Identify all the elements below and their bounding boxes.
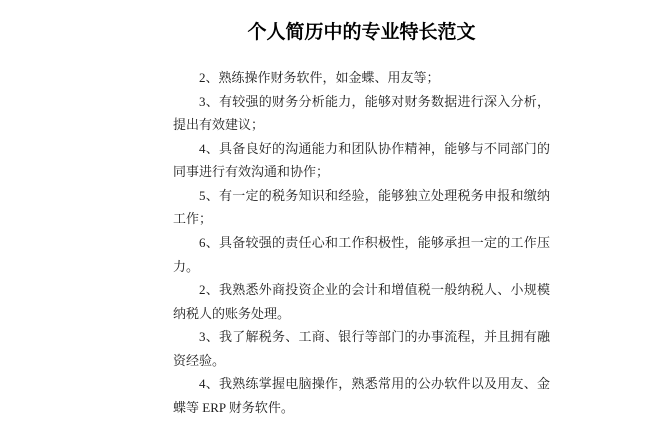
paragraph-line: 2、我熟悉外商投资企业的会计和增值税一般纳税人、小规模 <box>199 282 550 298</box>
paragraph-line: 5、有一定的税务知识和经验，能够独立处理税务申报和缴纳 <box>199 187 550 203</box>
paragraph-line: 力。 <box>173 258 200 274</box>
paragraph-line: 4、我熟练掌握电脑操作，熟悉常用的公办软件以及用友、金 <box>199 376 550 392</box>
paragraph-line: 工作； <box>173 211 213 227</box>
paragraph-line: 提出有效建议； <box>173 117 265 133</box>
paragraph-line: 同事进行有效沟通和协作； <box>173 164 330 180</box>
paragraph-line: 纳税人的账务处理。 <box>173 305 291 321</box>
paragraph-line: 蝶等 ERP 财务软件。 <box>173 399 294 415</box>
document-title: 个人简历中的专业特长范文 <box>247 22 476 43</box>
paragraph-line: 2、熟练操作财务软件，如金蝶、用友等； <box>199 70 440 85</box>
paragraph-line: 资经验。 <box>173 352 226 368</box>
paragraph-line: 3、我了解税务、工商、银行等部门的办事流程，并且拥有融 <box>199 329 550 345</box>
document-body <box>173 66 550 419</box>
paragraph-line: 4、具备良好的沟通能力和团队协作精神，能够与不同部门的 <box>199 140 550 156</box>
paragraph-line: 3、有较强的财务分析能力，能够对财务数据进行深入分析， <box>199 93 550 109</box>
paragraph-line: 6、具备较强的责任心和工作积极性，能够承担一定的工作压 <box>199 234 550 250</box>
